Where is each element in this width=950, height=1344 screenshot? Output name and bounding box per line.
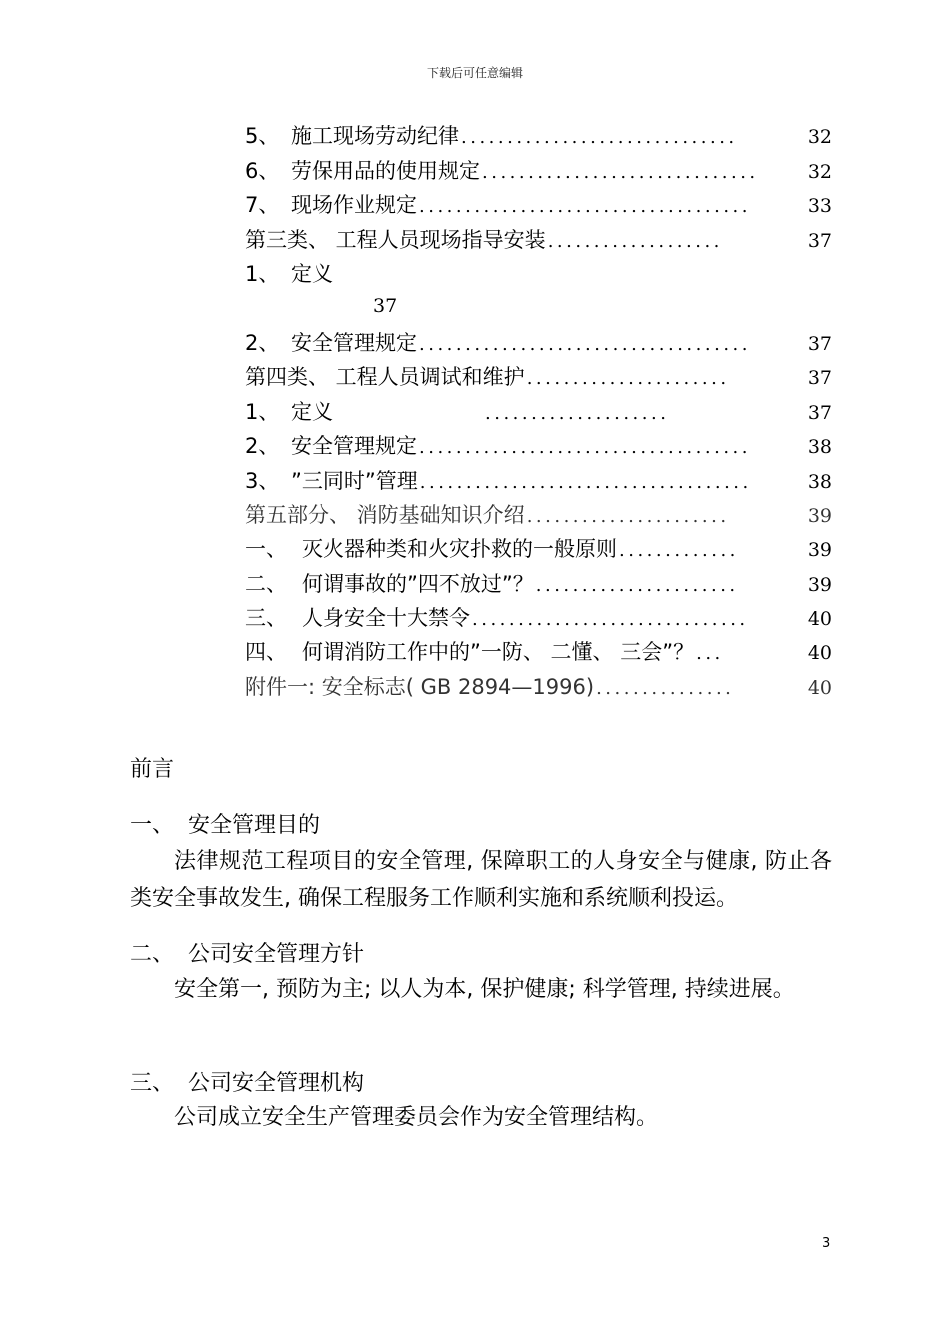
toc-label: 何谓消防工作中的”一防、 二懂、 三会”？ bbox=[302, 640, 695, 664]
toc-label: 现场作业规定 bbox=[291, 193, 417, 217]
toc-number: 二、 bbox=[245, 572, 287, 596]
toc-entry[interactable] bbox=[245, 329, 832, 357]
toc-page: 38 bbox=[807, 471, 832, 493]
page-number: 3 bbox=[822, 1236, 831, 1251]
toc-entry[interactable] bbox=[245, 260, 832, 288]
toc-leader: ............... bbox=[596, 678, 735, 699]
toc-number: 四、 bbox=[245, 640, 287, 664]
toc-page: 32 bbox=[807, 161, 832, 183]
toc-label: 附件一: 安全标志( GB 2894—1996) bbox=[245, 675, 595, 699]
toc-number: 6、 bbox=[245, 159, 280, 183]
toc-page: 40 bbox=[807, 642, 832, 664]
toc-label: 安全管理规定 bbox=[291, 434, 417, 458]
toc-label: 人身安全十大禁令 bbox=[302, 606, 470, 630]
toc-page: 40 bbox=[807, 608, 832, 630]
toc-leader: ............. bbox=[619, 540, 739, 561]
toc-entry[interactable] bbox=[245, 432, 832, 460]
toc-label: 安全管理规定 bbox=[291, 331, 417, 355]
toc-leader: .................... bbox=[485, 403, 670, 424]
preface-title: 前言 bbox=[130, 757, 175, 782]
toc-page: 39 bbox=[807, 505, 832, 527]
section-title: 安全管理目的 bbox=[188, 813, 321, 838]
toc-entry[interactable] bbox=[245, 157, 832, 185]
toc-label: 第三类、 工程人员现场指导安装 bbox=[245, 228, 546, 252]
toc-page: 37 bbox=[807, 367, 832, 389]
toc-label: 第四类、 工程人员调试和维护 bbox=[245, 365, 525, 389]
toc-page: 32 bbox=[807, 126, 832, 148]
toc-leader: .............................. bbox=[461, 127, 738, 148]
toc-leader: ... bbox=[696, 643, 724, 664]
toc-page: 37 bbox=[807, 230, 832, 252]
toc-entry[interactable] bbox=[245, 673, 832, 701]
toc-page: 37 bbox=[807, 333, 832, 355]
toc-number: 3、 bbox=[245, 469, 280, 493]
toc-entry[interactable] bbox=[245, 535, 832, 563]
toc-entry[interactable] bbox=[245, 638, 832, 666]
toc-leader: ................... bbox=[547, 231, 723, 252]
toc-number: 7、 bbox=[245, 193, 280, 217]
toc-entry[interactable] bbox=[245, 570, 832, 598]
toc-leader: .............................. bbox=[472, 609, 749, 630]
toc-page: 38 bbox=[807, 436, 832, 458]
toc-entry[interactable] bbox=[245, 226, 832, 254]
toc-label: 施工现场劳动纪律 bbox=[291, 124, 459, 148]
toc-page: 39 bbox=[807, 539, 832, 561]
section-number: 三、 bbox=[130, 1071, 175, 1096]
toc-label: 劳保用品的使用规定 bbox=[291, 159, 480, 183]
toc-label: 何谓事故的”四不放过”？ bbox=[302, 572, 534, 596]
toc-page: 40 bbox=[807, 677, 832, 699]
toc-label: 第五部分、 消防基础知识介绍 bbox=[245, 503, 525, 527]
toc-leader: .................................... bbox=[419, 472, 752, 493]
toc-number: 一、 bbox=[245, 537, 287, 561]
toc-number: 三、 bbox=[245, 606, 287, 630]
toc-label: 定义 bbox=[291, 400, 333, 424]
toc-leader: .................................... bbox=[419, 437, 751, 458]
page-header: 下载后可任意编辑 bbox=[426, 66, 523, 80]
toc-leader: .............................. bbox=[482, 162, 759, 183]
toc-entry[interactable] bbox=[245, 467, 832, 495]
toc-entry[interactable] bbox=[245, 398, 832, 426]
toc-entry[interactable] bbox=[245, 122, 832, 150]
toc-leader: .................................... bbox=[419, 334, 751, 355]
toc-label: 灭火器种类和火灾扑救的一般原则 bbox=[302, 537, 617, 561]
toc-label: ”三同时”管理 bbox=[291, 469, 418, 493]
toc-number: 2、 bbox=[245, 434, 280, 458]
toc-entry[interactable] bbox=[245, 191, 832, 219]
toc-number: 2、 bbox=[245, 331, 280, 355]
toc-leader: ...................... bbox=[526, 368, 730, 389]
toc-entry[interactable] bbox=[245, 363, 832, 391]
section-body: 安全第一, 预防为主; 以人为本, 保护健康; 科学管理, 持续进展。 bbox=[174, 977, 795, 1002]
toc-page: 37 bbox=[807, 402, 832, 424]
toc-page: 37 bbox=[373, 295, 398, 317]
toc-entry[interactable] bbox=[245, 501, 832, 529]
toc-page: 39 bbox=[807, 574, 832, 596]
section-number: 一、 bbox=[130, 813, 175, 838]
section-body: 公司成立安全生产管理委员会作为安全管理结构。 bbox=[174, 1105, 659, 1130]
toc-leader: ...................... bbox=[535, 575, 739, 596]
section-heading bbox=[130, 937, 364, 968]
toc-leader: .................................... bbox=[419, 196, 751, 217]
section-heading bbox=[130, 1066, 364, 1097]
section-title: 公司安全管理方针 bbox=[188, 942, 365, 967]
section-body: 法律规范工程项目的安全管理, 保障职工的人身安全与健康, 防止各类安全事故发生, 确保工程服务工作顺利实施和系统顺利投运。 bbox=[130, 849, 832, 911]
toc-leader: ...................... bbox=[526, 506, 730, 527]
toc-page: 33 bbox=[807, 195, 832, 217]
section-heading bbox=[130, 808, 320, 839]
toc-label: 定义 bbox=[291, 262, 333, 286]
toc-number: 1、 bbox=[245, 400, 280, 424]
toc-entry[interactable] bbox=[245, 604, 832, 632]
section-title: 公司安全管理机构 bbox=[188, 1071, 365, 1096]
section-number: 二、 bbox=[130, 942, 175, 967]
toc-number: 5、 bbox=[245, 124, 280, 148]
toc-number: 1、 bbox=[245, 262, 280, 286]
